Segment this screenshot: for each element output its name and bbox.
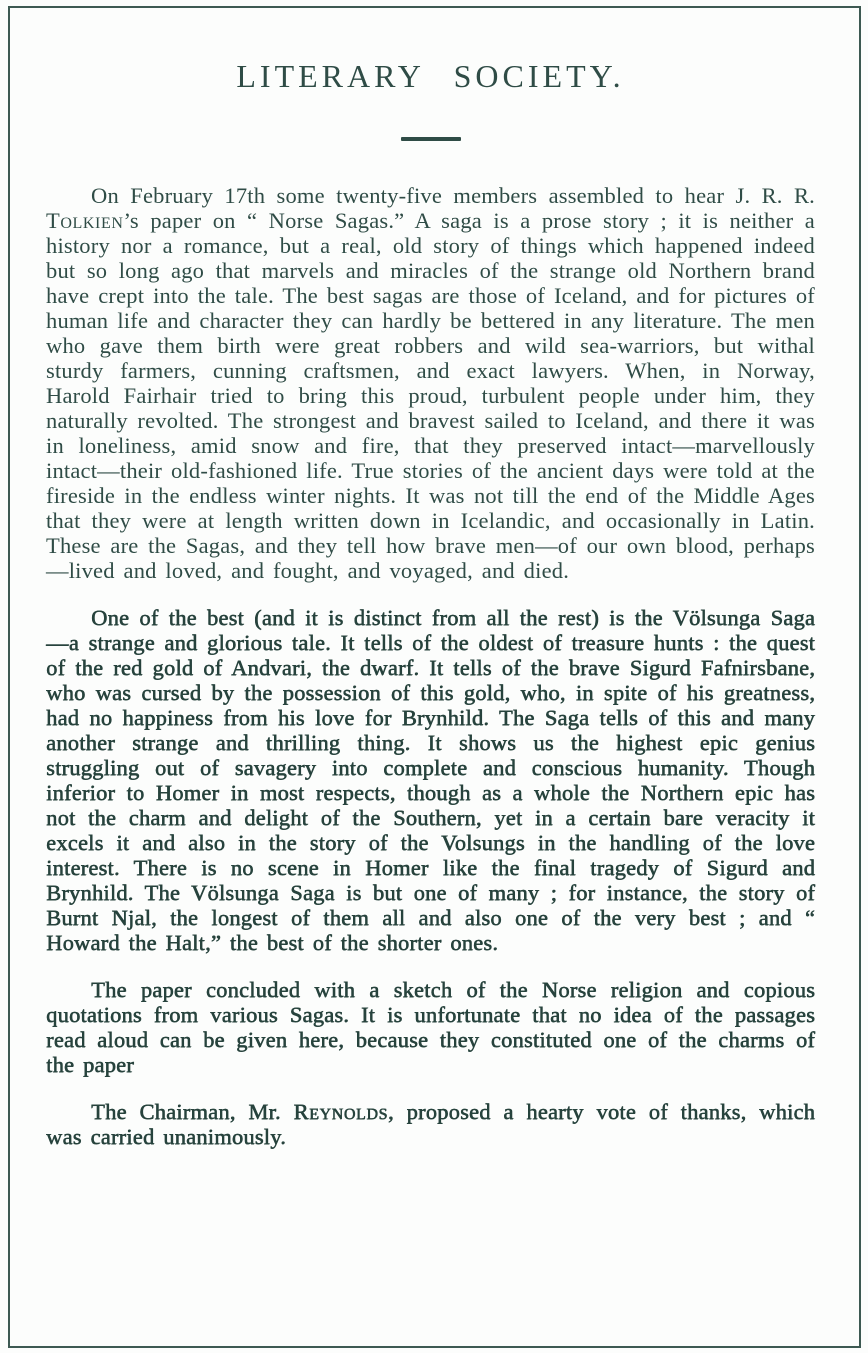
text-segment: One of the best (and it is distinct from all the rest) is the Völsunga Saga—a strange and glorious tale. It tells of the oldest of treasure hunts : the quest of the red gold of Andvari, the dwarf. It tells of the brave Sigurd Fafnirsbane, who was cursed by the possession of this gold, who, in spite of his greatness, had no happiness from his love for Brynhild. The Saga tells of this and many another strange and thrilling thing. It shows us the highest epic genius struggling out of savagery into complete and conscious humanity. Though inferior to Homer in most respects, though as a whole the Northern epic has not the charm and delight of the Southern, yet in a certain bare veracity it excels it and also in the story of the Volsungs in the handling of the love interest. There is no scene in Homer like the final tragedy of Sigurd and Brynhild. The Völsunga Saga is but one of many ; for instance, the story of Burnt Njal, the longest of them all and also one of the very best ; and “ Howard the Halt,” the best of the shorter ones. xyxy=(46,605,815,955)
text-segment: , proposed a hearty vote of thanks, which was carried unanimously. xyxy=(46,1099,815,1149)
text-segment: On February 17th some twenty-five members assembled to hear J. R. R. xyxy=(91,183,815,208)
title-divider-rule xyxy=(401,137,461,141)
article-body xyxy=(46,183,815,1149)
text-segment: The paper concluded with a sketch of the Norse religion and copious quotations from various Sagas. It is unfortunate that no idea of the passages read aloud can be given here, because they constituted one of the charms of the paper xyxy=(46,977,815,1077)
paragraph xyxy=(46,1099,815,1149)
text-segment: ’s paper on “ Norse Sagas.” A saga is a prose story ; it is neither a history nor a romance, but a real, old story of things which happened indeed but so long ago that marvels and miracles of the strange old Northern brand have crept into the tale. The best sagas are those of Iceland, and for pictures of human life and character they can hardly be bettered in any literature. The men who gave them birth were great robbers and wild sea-warriors, but withal sturdy farmers, cunning craftsmen, and exact lawyers. When, in Norway, Harold Fairhair tried to bring this proud, turbulent people under him, they naturally revolted. The strongest and bravest sailed to Iceland, and there it was in loneliness, amid snow and fire, that they preserved intact—marvellously intact—their old-fashioned life. True stories of the ancient days were told at the fireside in the endless winter nights. It was not till the end of the Middle Ages that they were at length written down in Icelandic, and occasionally in Latin. These are the Sagas, and they tell how brave men—of our own blood, perhaps—lived and loved, and fought, and voyaged, and died. xyxy=(46,208,815,583)
person-name: Tolkien xyxy=(46,208,124,233)
paragraph xyxy=(46,183,815,583)
text-segment: The Chairman, Mr. xyxy=(91,1099,294,1124)
page-title: LITERARY SOCIETY. xyxy=(236,58,625,94)
paragraph xyxy=(46,605,815,955)
article xyxy=(46,0,815,1149)
person-name: Reynolds xyxy=(293,1099,388,1124)
paragraph xyxy=(46,977,815,1077)
